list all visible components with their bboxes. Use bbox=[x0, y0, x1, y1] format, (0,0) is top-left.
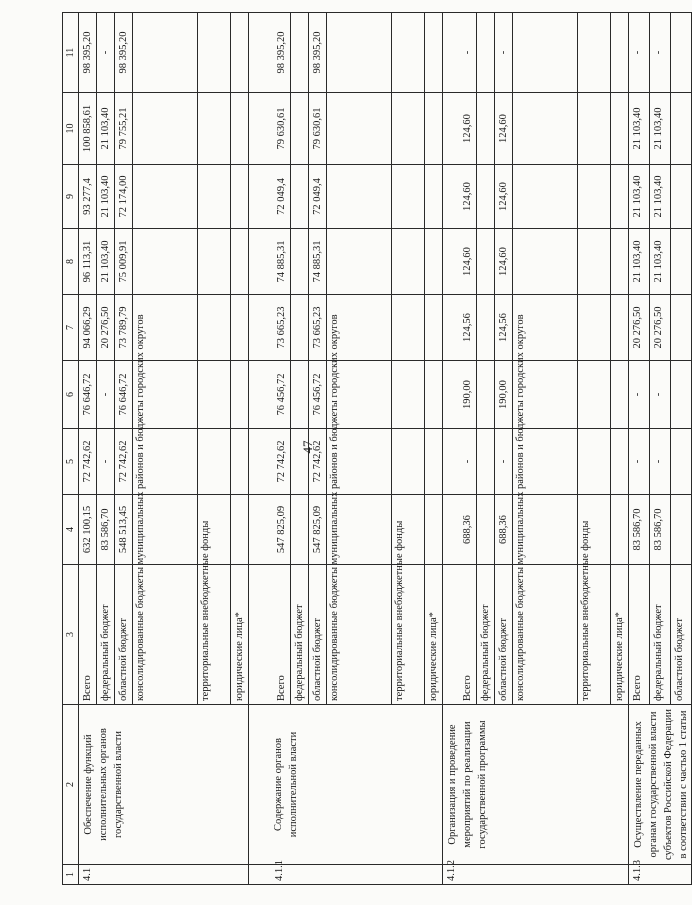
value-cell: 124,56 bbox=[443, 295, 477, 361]
value-cell: - bbox=[650, 429, 671, 495]
col-number: 2 bbox=[63, 705, 79, 865]
value-cell: 93 277,4 bbox=[79, 165, 97, 229]
value-cell: - bbox=[97, 429, 115, 495]
value-cell: - bbox=[650, 361, 671, 429]
source-label: юридические лица* bbox=[611, 565, 629, 705]
value-cell: 547 825,09 bbox=[249, 495, 291, 565]
section-name: Содержание органов исполнительной власти bbox=[249, 705, 443, 865]
value-cell: 72 742,62 bbox=[115, 429, 133, 495]
table-row bbox=[249, 13, 291, 885]
table-row bbox=[443, 13, 477, 885]
col-number: 6 bbox=[63, 361, 79, 429]
source-label: Всего bbox=[443, 565, 477, 705]
value-cell: 83 586,70 bbox=[650, 495, 671, 565]
value-cell: 20 276,50 bbox=[629, 295, 650, 361]
value-cell: - bbox=[495, 429, 513, 495]
value-cell: 76 456,72 bbox=[309, 361, 327, 429]
column-number-row bbox=[63, 13, 79, 885]
value-cell: - bbox=[97, 361, 115, 429]
source-label: консолидированные бюджеты муниципальных районов и бюджеты городских округов bbox=[513, 565, 578, 705]
source-label: областной бюджет bbox=[309, 565, 327, 705]
section-name: Осуществление переданных органам государственной власти субъектов Российской Федерации в соответствии с частью 1 статьи bbox=[629, 705, 692, 865]
value-cell: 73 665,23 bbox=[249, 295, 291, 361]
page-number: 47 bbox=[300, 440, 315, 454]
value-cell: 20 276,50 bbox=[97, 295, 115, 361]
table-row bbox=[79, 13, 97, 885]
value-cell: 79 630,61 bbox=[309, 93, 327, 165]
value-cell: 94 066,29 bbox=[79, 295, 97, 361]
source-label: федеральный бюджет bbox=[650, 565, 671, 705]
value-cell: 124,60 bbox=[495, 93, 513, 165]
budget-table bbox=[62, 12, 692, 885]
value-cell: 688,36 bbox=[443, 495, 477, 565]
value-cell: - bbox=[495, 13, 513, 93]
source-label: консолидированные бюджеты муниципальных районов и бюджеты городских округов bbox=[133, 565, 198, 705]
section-name: Обеспечение функций исполнительных органов государственной власти bbox=[79, 705, 249, 865]
table-row bbox=[629, 13, 650, 885]
value-cell: 190,00 bbox=[443, 361, 477, 429]
value-cell: 76 646,72 bbox=[79, 361, 97, 429]
col-number: 8 bbox=[63, 229, 79, 295]
source-label: областной бюджет bbox=[671, 565, 692, 705]
value-cell: 74 885,31 bbox=[309, 229, 327, 295]
value-cell: 76 646,72 bbox=[115, 361, 133, 429]
value-cell: 72 049,4 bbox=[309, 165, 327, 229]
source-label: Всего bbox=[249, 565, 291, 705]
source-label: федеральный бюджет bbox=[97, 565, 115, 705]
col-number: 9 bbox=[63, 165, 79, 229]
value-cell: 74 885,31 bbox=[249, 229, 291, 295]
value-cell: 21 103,40 bbox=[629, 229, 650, 295]
value-cell: 124,60 bbox=[495, 165, 513, 229]
value-cell: 124,60 bbox=[443, 229, 477, 295]
value-cell: 21 103,40 bbox=[97, 93, 115, 165]
value-cell: 547 825,09 bbox=[309, 495, 327, 565]
source-label: Всего bbox=[629, 565, 650, 705]
source-label: областной бюджет bbox=[115, 565, 133, 705]
col-number: 7 bbox=[63, 295, 79, 361]
value-cell: 75 009,91 bbox=[115, 229, 133, 295]
rotated-table-container bbox=[62, 13, 689, 885]
value-cell: 76 456,72 bbox=[249, 361, 291, 429]
value-cell: 21 103,40 bbox=[629, 93, 650, 165]
value-cell: 124,60 bbox=[495, 229, 513, 295]
section-name: Организация и проведение мероприятий по реализации государственной программы bbox=[443, 705, 629, 865]
source-label: территориальные внебюджетные фонды bbox=[392, 565, 425, 705]
value-cell: 21 103,40 bbox=[650, 229, 671, 295]
source-label: территориальные внебюджетные фонды bbox=[578, 565, 611, 705]
value-cell: 124,60 bbox=[443, 165, 477, 229]
section-index: 4.1.1 bbox=[249, 865, 443, 885]
value-cell: 79 755,21 bbox=[115, 93, 133, 165]
value-cell: 98 395,20 bbox=[309, 13, 327, 93]
col-number: 3 bbox=[63, 565, 79, 705]
value-cell: - bbox=[97, 13, 115, 93]
source-label: консолидированные бюджеты муниципальных районов и бюджеты городских округов bbox=[327, 565, 392, 705]
value-cell: 100 858,61 bbox=[79, 93, 97, 165]
value-cell: 72 742,62 bbox=[249, 429, 291, 495]
value-cell: - bbox=[629, 361, 650, 429]
value-cell: 688,36 bbox=[495, 495, 513, 565]
value-cell: - bbox=[629, 429, 650, 495]
section-index: 4.1.2 bbox=[443, 865, 629, 885]
value-cell: 21 103,40 bbox=[97, 165, 115, 229]
value-cell: 548 513,45 bbox=[115, 495, 133, 565]
source-label: юридические лица* bbox=[425, 565, 443, 705]
value-cell: 21 103,40 bbox=[97, 229, 115, 295]
value-cell: 79 630,61 bbox=[249, 93, 291, 165]
value-cell: 20 276,50 bbox=[650, 295, 671, 361]
source-label: территориальные внебюджетные фонды bbox=[198, 565, 231, 705]
value-cell: 21 103,40 bbox=[650, 93, 671, 165]
value-cell: 98 395,20 bbox=[79, 13, 97, 93]
value-cell: 83 586,70 bbox=[629, 495, 650, 565]
value-cell: 73 665,23 bbox=[309, 295, 327, 361]
source-label: федеральный бюджет bbox=[477, 565, 495, 705]
source-label: юридические лица* bbox=[231, 565, 249, 705]
value-cell: 632 100,15 bbox=[79, 495, 97, 565]
source-label: областной бюджет bbox=[495, 565, 513, 705]
value-cell: 98 395,20 bbox=[115, 13, 133, 93]
value-cell: - bbox=[443, 429, 477, 495]
value-cell: 72 742,62 bbox=[79, 429, 97, 495]
value-cell: 72 742,62 bbox=[309, 429, 327, 495]
col-number: 1 bbox=[63, 865, 79, 885]
source-label: Всего bbox=[79, 565, 97, 705]
value-cell: 72 049,4 bbox=[249, 165, 291, 229]
section-index: 4.1 bbox=[79, 865, 249, 885]
value-cell: 72 174,00 bbox=[115, 165, 133, 229]
value-cell: 98 395,20 bbox=[249, 13, 291, 93]
value-cell: 73 789,79 bbox=[115, 295, 133, 361]
section-index: 4.1.3 bbox=[629, 865, 692, 885]
value-cell: - bbox=[629, 13, 650, 93]
value-cell: - bbox=[650, 13, 671, 93]
col-number: 4 bbox=[63, 495, 79, 565]
value-cell: 21 103,40 bbox=[650, 165, 671, 229]
value-cell: 190,00 bbox=[495, 361, 513, 429]
source-label: федеральный бюджет bbox=[291, 565, 309, 705]
value-cell: 83 586,70 bbox=[97, 495, 115, 565]
value-cell: - bbox=[443, 13, 477, 93]
col-number: 10 bbox=[63, 93, 79, 165]
col-number: 5 bbox=[63, 429, 79, 495]
value-cell: 124,60 bbox=[443, 93, 477, 165]
value-cell: 21 103,40 bbox=[629, 165, 650, 229]
col-number: 11 bbox=[63, 13, 79, 93]
value-cell: 124,56 bbox=[495, 295, 513, 361]
value-cell: 96 113,31 bbox=[79, 229, 97, 295]
